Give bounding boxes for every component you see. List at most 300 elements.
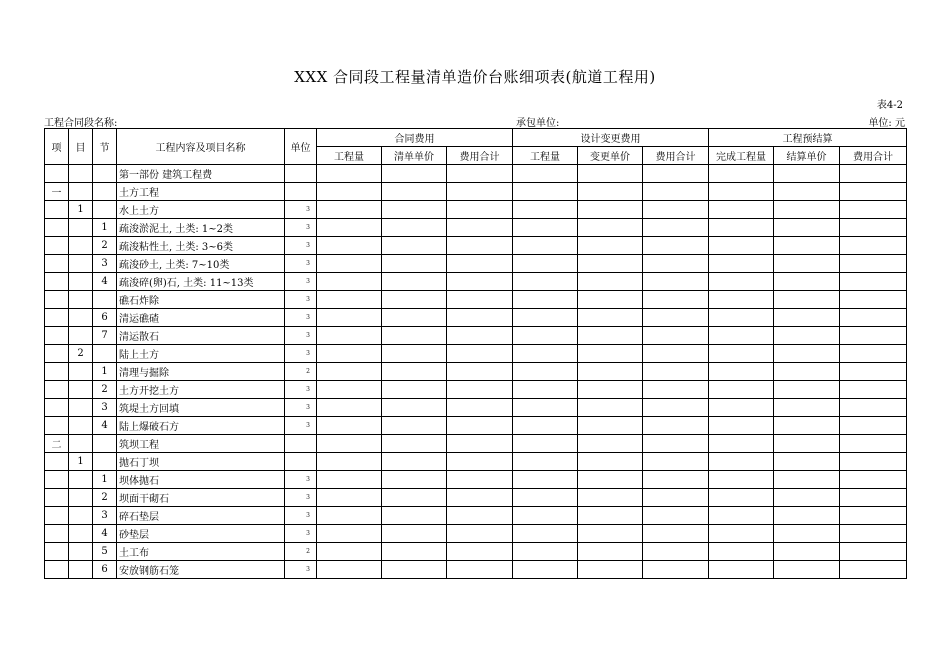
cell-unit: 3 bbox=[285, 237, 317, 255]
cell-change-qty[interactable] bbox=[513, 453, 578, 471]
table-row bbox=[45, 417, 907, 435]
cell-contract-total[interactable] bbox=[447, 165, 513, 183]
cell-item-name: 清理与掘除 bbox=[117, 363, 285, 381]
cell-contract-price[interactable] bbox=[382, 201, 447, 219]
cell-change-total[interactable] bbox=[643, 399, 709, 417]
cell-contract-total[interactable] bbox=[447, 435, 513, 453]
cell-change-total[interactable] bbox=[643, 543, 709, 561]
cell-contract-price[interactable] bbox=[382, 219, 447, 237]
cell-change-price[interactable] bbox=[578, 183, 643, 201]
cell-settle-price[interactable] bbox=[774, 291, 840, 309]
cell-item-name: 礁石炸除 bbox=[117, 291, 285, 309]
cell-contract-price[interactable] bbox=[382, 471, 447, 489]
cell-change-total[interactable] bbox=[643, 255, 709, 273]
cell-settle-total[interactable] bbox=[840, 435, 907, 453]
cell-contract-total[interactable] bbox=[447, 237, 513, 255]
cell-change-total[interactable] bbox=[643, 237, 709, 255]
cell-contract-total[interactable] bbox=[447, 417, 513, 435]
col-header-contract-price: 清单单价 bbox=[382, 147, 447, 165]
cell-settle-total[interactable] bbox=[840, 273, 907, 291]
cell-settle-qty[interactable] bbox=[709, 507, 774, 525]
cell-mu bbox=[69, 543, 93, 561]
cell-xiang bbox=[45, 471, 69, 489]
cell-change-qty[interactable] bbox=[513, 561, 578, 579]
cell-change-price[interactable] bbox=[578, 561, 643, 579]
cell-mu bbox=[69, 381, 93, 399]
cell-change-total[interactable] bbox=[643, 327, 709, 345]
cell-xiang bbox=[45, 507, 69, 525]
cell-contract-total[interactable] bbox=[447, 453, 513, 471]
cell-mu bbox=[69, 489, 93, 507]
cell-settle-total[interactable] bbox=[840, 219, 907, 237]
cell-change-qty[interactable] bbox=[513, 255, 578, 273]
cell-settle-price[interactable] bbox=[774, 471, 840, 489]
cell-contract-price[interactable] bbox=[382, 237, 447, 255]
cell-item-name: 坝面干砌石 bbox=[117, 489, 285, 507]
cell-mu bbox=[69, 219, 93, 237]
cell-contract-qty[interactable] bbox=[317, 399, 382, 417]
cell-unit: 3 bbox=[285, 507, 317, 525]
cell-settle-qty[interactable] bbox=[709, 543, 774, 561]
cell-contract-qty[interactable] bbox=[317, 525, 382, 543]
cell-settle-qty[interactable] bbox=[709, 525, 774, 543]
cell-contract-price[interactable] bbox=[382, 345, 447, 363]
cell-settle-total[interactable] bbox=[840, 453, 907, 471]
ledger-table bbox=[44, 128, 907, 579]
cell-unit: 3 bbox=[285, 399, 317, 417]
cell-item-name: 疏浚粘性土, 土类: 3~6类 bbox=[117, 237, 285, 255]
cell-change-price[interactable] bbox=[578, 489, 643, 507]
cell-contract-qty[interactable] bbox=[317, 435, 382, 453]
table-row bbox=[45, 273, 907, 291]
cell-change-qty[interactable] bbox=[513, 345, 578, 363]
cell-item-name: 碎石垫层 bbox=[117, 507, 285, 525]
cell-xiang bbox=[45, 201, 69, 219]
table-row bbox=[45, 309, 907, 327]
cell-jie bbox=[93, 183, 117, 201]
cell-contract-price[interactable] bbox=[382, 399, 447, 417]
table-number: 表4-2 bbox=[876, 100, 903, 111]
cell-change-qty[interactable] bbox=[513, 273, 578, 291]
cell-contract-qty[interactable] bbox=[317, 219, 382, 237]
cell-change-price[interactable] bbox=[578, 327, 643, 345]
col-header-contract-total: 费用合计 bbox=[447, 147, 513, 165]
col-header-unit: 单位 bbox=[285, 129, 317, 165]
col-header-xiang: 项 bbox=[45, 129, 69, 165]
cell-item-name: 疏浚碎(卵)石, 土类: 11~13类 bbox=[117, 273, 285, 291]
cell-change-price[interactable] bbox=[578, 273, 643, 291]
cell-contract-total[interactable] bbox=[447, 381, 513, 399]
cell-settle-qty[interactable] bbox=[709, 309, 774, 327]
cell-settle-qty[interactable] bbox=[709, 291, 774, 309]
cell-settle-total[interactable] bbox=[840, 543, 907, 561]
cell-xiang bbox=[45, 273, 69, 291]
cell-settle-price[interactable] bbox=[774, 201, 840, 219]
cell-change-price[interactable] bbox=[578, 363, 643, 381]
cell-change-price[interactable] bbox=[578, 345, 643, 363]
cell-item-name: 坝体抛石 bbox=[117, 471, 285, 489]
cell-contract-qty[interactable] bbox=[317, 381, 382, 399]
table-row bbox=[45, 543, 907, 561]
cell-contract-total[interactable] bbox=[447, 525, 513, 543]
cell-settle-price[interactable] bbox=[774, 507, 840, 525]
col-header-jie: 节 bbox=[93, 129, 117, 165]
cell-item-name: 水上土方 bbox=[117, 201, 285, 219]
cell-change-total[interactable] bbox=[643, 183, 709, 201]
cell-settle-total[interactable] bbox=[840, 183, 907, 201]
cell-settle-price[interactable] bbox=[774, 561, 840, 579]
cell-change-price[interactable] bbox=[578, 237, 643, 255]
cell-mu bbox=[69, 309, 93, 327]
cell-change-total[interactable] bbox=[643, 201, 709, 219]
cell-change-total[interactable] bbox=[643, 363, 709, 381]
cell-mu bbox=[69, 183, 93, 201]
cell-settle-price[interactable] bbox=[774, 345, 840, 363]
cell-contract-total[interactable] bbox=[447, 219, 513, 237]
cell-contract-qty[interactable] bbox=[317, 309, 382, 327]
cell-change-price[interactable] bbox=[578, 543, 643, 561]
group-header-change: 设计变更费用 bbox=[513, 129, 709, 147]
cell-settle-qty[interactable] bbox=[709, 219, 774, 237]
table-row bbox=[45, 525, 907, 543]
cell-settle-price[interactable] bbox=[774, 543, 840, 561]
cell-item-name: 疏浚砂土, 土类: 7~10类 bbox=[117, 255, 285, 273]
table-row bbox=[45, 237, 907, 255]
col-header-change-total: 费用合计 bbox=[643, 147, 709, 165]
cell-contract-qty[interactable] bbox=[317, 201, 382, 219]
cell-settle-qty[interactable] bbox=[709, 561, 774, 579]
cell-settle-price[interactable] bbox=[774, 489, 840, 507]
cell-settle-total[interactable] bbox=[840, 291, 907, 309]
cell-unit bbox=[285, 183, 317, 201]
cell-settle-qty[interactable] bbox=[709, 237, 774, 255]
cell-contract-qty[interactable] bbox=[317, 327, 382, 345]
cell-xiang bbox=[45, 291, 69, 309]
cell-unit: 3 bbox=[285, 525, 317, 543]
cell-settle-price[interactable] bbox=[774, 273, 840, 291]
cell-change-price[interactable] bbox=[578, 219, 643, 237]
cell-settle-qty[interactable] bbox=[709, 363, 774, 381]
cell-settle-qty[interactable] bbox=[709, 435, 774, 453]
cell-contract-price[interactable] bbox=[382, 417, 447, 435]
cell-contract-total[interactable] bbox=[447, 273, 513, 291]
cell-contract-price[interactable] bbox=[382, 327, 447, 345]
cell-change-qty[interactable] bbox=[513, 381, 578, 399]
cell-change-qty[interactable] bbox=[513, 471, 578, 489]
cell-mu bbox=[69, 237, 93, 255]
cell-change-price[interactable] bbox=[578, 165, 643, 183]
cell-xiang bbox=[45, 345, 69, 363]
cell-change-qty[interactable] bbox=[513, 507, 578, 525]
cell-xiang bbox=[45, 363, 69, 381]
cell-settle-price[interactable] bbox=[774, 237, 840, 255]
cell-settle-price[interactable] bbox=[774, 435, 840, 453]
cell-contract-price[interactable] bbox=[382, 255, 447, 273]
cell-contract-qty[interactable] bbox=[317, 165, 382, 183]
cell-unit bbox=[285, 165, 317, 183]
table-row bbox=[45, 363, 907, 381]
cell-change-price[interactable] bbox=[578, 201, 643, 219]
cell-contract-price[interactable] bbox=[382, 453, 447, 471]
cell-change-price[interactable] bbox=[578, 453, 643, 471]
cell-change-qty[interactable] bbox=[513, 327, 578, 345]
cell-contract-qty[interactable] bbox=[317, 291, 382, 309]
cell-change-price[interactable] bbox=[578, 417, 643, 435]
cell-contract-total[interactable] bbox=[447, 561, 513, 579]
cell-contract-qty[interactable] bbox=[317, 363, 382, 381]
cell-change-price[interactable] bbox=[578, 381, 643, 399]
cell-contract-total[interactable] bbox=[447, 255, 513, 273]
cell-jie bbox=[93, 291, 117, 309]
cell-change-total[interactable] bbox=[643, 219, 709, 237]
cell-settle-total[interactable] bbox=[840, 309, 907, 327]
cell-settle-total[interactable] bbox=[840, 345, 907, 363]
cell-settle-total[interactable] bbox=[840, 381, 907, 399]
cell-unit: 3 bbox=[285, 561, 317, 579]
cell-item-name: 土方工程 bbox=[117, 183, 285, 201]
cell-change-price[interactable] bbox=[578, 255, 643, 273]
cell-change-qty[interactable] bbox=[513, 237, 578, 255]
cell-change-total[interactable] bbox=[643, 453, 709, 471]
cell-settle-price[interactable] bbox=[774, 525, 840, 543]
cell-contract-total[interactable] bbox=[447, 291, 513, 309]
cell-contract-price[interactable] bbox=[382, 543, 447, 561]
cell-item-name: 砂垫层 bbox=[117, 525, 285, 543]
cell-contract-qty[interactable] bbox=[317, 543, 382, 561]
cell-change-total[interactable] bbox=[643, 165, 709, 183]
cell-change-total[interactable] bbox=[643, 561, 709, 579]
cell-settle-total[interactable] bbox=[840, 201, 907, 219]
cell-settle-total[interactable] bbox=[840, 363, 907, 381]
table-row bbox=[45, 165, 907, 183]
cell-settle-total[interactable] bbox=[840, 489, 907, 507]
cell-jie: 2 bbox=[93, 381, 117, 399]
cell-contract-price[interactable] bbox=[382, 525, 447, 543]
cell-settle-qty[interactable] bbox=[709, 381, 774, 399]
cell-contract-total[interactable] bbox=[447, 327, 513, 345]
cell-mu: 1 bbox=[69, 453, 93, 471]
cell-xiang bbox=[45, 453, 69, 471]
cell-change-total[interactable] bbox=[643, 471, 709, 489]
cell-settle-total[interactable] bbox=[840, 507, 907, 525]
cell-contract-price[interactable] bbox=[382, 381, 447, 399]
cell-settle-price[interactable] bbox=[774, 399, 840, 417]
cell-settle-total[interactable] bbox=[840, 399, 907, 417]
cell-settle-qty[interactable] bbox=[709, 345, 774, 363]
cell-settle-total[interactable] bbox=[840, 237, 907, 255]
cell-change-qty[interactable] bbox=[513, 183, 578, 201]
table-row bbox=[45, 381, 907, 399]
col-header-contract-qty: 工程量 bbox=[317, 147, 382, 165]
cell-xiang bbox=[45, 417, 69, 435]
cell-settle-price[interactable] bbox=[774, 309, 840, 327]
cell-contract-price[interactable] bbox=[382, 183, 447, 201]
cell-unit: 3 bbox=[285, 219, 317, 237]
cell-change-price[interactable] bbox=[578, 507, 643, 525]
table-row bbox=[45, 201, 907, 219]
cell-jie: 7 bbox=[93, 327, 117, 345]
cell-settle-total[interactable] bbox=[840, 561, 907, 579]
cell-xiang bbox=[45, 219, 69, 237]
contract-name-label: 工程合同段名称: bbox=[44, 118, 118, 129]
cell-contract-qty[interactable] bbox=[317, 255, 382, 273]
cell-settle-qty[interactable] bbox=[709, 399, 774, 417]
cell-change-qty[interactable] bbox=[513, 363, 578, 381]
cell-mu bbox=[69, 363, 93, 381]
cell-contract-total[interactable] bbox=[447, 489, 513, 507]
cell-settle-qty[interactable] bbox=[709, 201, 774, 219]
cell-change-qty[interactable] bbox=[513, 543, 578, 561]
cell-settle-qty[interactable] bbox=[709, 417, 774, 435]
cell-settle-qty[interactable] bbox=[709, 255, 774, 273]
table-row bbox=[45, 183, 907, 201]
cell-contract-qty[interactable] bbox=[317, 489, 382, 507]
cell-contract-qty[interactable] bbox=[317, 345, 382, 363]
cell-change-qty[interactable] bbox=[513, 165, 578, 183]
cell-settle-price[interactable] bbox=[774, 363, 840, 381]
cell-settle-qty[interactable] bbox=[709, 489, 774, 507]
col-header-settle-total: 费用合计 bbox=[840, 147, 907, 165]
group-header-settlement: 工程预结算 bbox=[709, 129, 907, 147]
cell-settle-price[interactable] bbox=[774, 183, 840, 201]
cell-item-name: 安放钢筋石笼 bbox=[117, 561, 285, 579]
cell-change-qty[interactable] bbox=[513, 291, 578, 309]
cell-item-name: 陆上土方 bbox=[117, 345, 285, 363]
cell-contract-qty[interactable] bbox=[317, 237, 382, 255]
cell-settle-total[interactable] bbox=[840, 255, 907, 273]
cell-settle-price[interactable] bbox=[774, 381, 840, 399]
cell-change-total[interactable] bbox=[643, 417, 709, 435]
cell-settle-qty[interactable] bbox=[709, 453, 774, 471]
cell-settle-qty[interactable] bbox=[709, 327, 774, 345]
cell-change-price[interactable] bbox=[578, 525, 643, 543]
cell-contract-price[interactable] bbox=[382, 291, 447, 309]
cell-xiang bbox=[45, 327, 69, 345]
cell-item-name: 清运散石 bbox=[117, 327, 285, 345]
cell-change-total[interactable] bbox=[643, 309, 709, 327]
contractor-label: 承包单位: bbox=[516, 118, 560, 129]
cell-change-price[interactable] bbox=[578, 435, 643, 453]
cell-change-total[interactable] bbox=[643, 507, 709, 525]
cell-settle-price[interactable] bbox=[774, 453, 840, 471]
cell-settle-price[interactable] bbox=[774, 255, 840, 273]
cell-contract-price[interactable] bbox=[382, 435, 447, 453]
cell-contract-price[interactable] bbox=[382, 165, 447, 183]
cell-jie: 3 bbox=[93, 507, 117, 525]
cell-change-total[interactable] bbox=[643, 489, 709, 507]
cell-contract-qty[interactable] bbox=[317, 471, 382, 489]
cell-change-price[interactable] bbox=[578, 399, 643, 417]
cell-contract-total[interactable] bbox=[447, 399, 513, 417]
table-row bbox=[45, 471, 907, 489]
cell-change-price[interactable] bbox=[578, 309, 643, 327]
cell-unit: 3 bbox=[285, 309, 317, 327]
cell-contract-total[interactable] bbox=[447, 507, 513, 525]
cell-xiang bbox=[45, 165, 69, 183]
cell-jie: 2 bbox=[93, 237, 117, 255]
cell-change-total[interactable] bbox=[643, 291, 709, 309]
cell-item-name: 筑堤土方回填 bbox=[117, 399, 285, 417]
cell-contract-total[interactable] bbox=[447, 543, 513, 561]
cell-contract-price[interactable] bbox=[382, 309, 447, 327]
cell-settle-price[interactable] bbox=[774, 327, 840, 345]
cell-contract-total[interactable] bbox=[447, 309, 513, 327]
cell-xiang bbox=[45, 399, 69, 417]
table-row bbox=[45, 453, 907, 471]
cell-settle-qty[interactable] bbox=[709, 273, 774, 291]
cell-contract-total[interactable] bbox=[447, 345, 513, 363]
cell-change-qty[interactable] bbox=[513, 201, 578, 219]
cell-change-total[interactable] bbox=[643, 345, 709, 363]
cell-contract-price[interactable] bbox=[382, 363, 447, 381]
cell-contract-qty[interactable] bbox=[317, 183, 382, 201]
cell-settle-total[interactable] bbox=[840, 327, 907, 345]
cell-mu bbox=[69, 417, 93, 435]
cell-change-qty[interactable] bbox=[513, 417, 578, 435]
cell-contract-price[interactable] bbox=[382, 273, 447, 291]
table-row bbox=[45, 507, 907, 525]
cell-mu: 1 bbox=[69, 201, 93, 219]
cell-change-qty[interactable] bbox=[513, 489, 578, 507]
page-title: XXX 合同段工程量清单造价台账细项表(航道工程用) bbox=[294, 68, 656, 86]
cell-change-price[interactable] bbox=[578, 471, 643, 489]
cell-change-qty[interactable] bbox=[513, 435, 578, 453]
cell-contract-total[interactable] bbox=[447, 471, 513, 489]
cell-change-price[interactable] bbox=[578, 291, 643, 309]
cell-xiang: 二 bbox=[45, 435, 69, 453]
table-row bbox=[45, 255, 907, 273]
cell-contract-price[interactable] bbox=[382, 561, 447, 579]
cell-contract-total[interactable] bbox=[447, 183, 513, 201]
table-body bbox=[45, 165, 907, 579]
cell-settle-total[interactable] bbox=[840, 471, 907, 489]
cell-contract-qty[interactable] bbox=[317, 507, 382, 525]
cell-contract-qty[interactable] bbox=[317, 453, 382, 471]
cell-change-total[interactable] bbox=[643, 381, 709, 399]
cell-change-qty[interactable] bbox=[513, 309, 578, 327]
cell-settle-total[interactable] bbox=[840, 165, 907, 183]
cell-settle-total[interactable] bbox=[840, 525, 907, 543]
cell-contract-total[interactable] bbox=[447, 363, 513, 381]
cell-contract-qty[interactable] bbox=[317, 417, 382, 435]
cell-change-total[interactable] bbox=[643, 273, 709, 291]
cell-settle-qty[interactable] bbox=[709, 471, 774, 489]
cell-contract-price[interactable] bbox=[382, 489, 447, 507]
cell-settle-qty[interactable] bbox=[709, 165, 774, 183]
cell-settle-price[interactable] bbox=[774, 417, 840, 435]
cell-jie: 4 bbox=[93, 525, 117, 543]
cell-jie bbox=[93, 201, 117, 219]
cell-change-qty[interactable] bbox=[513, 399, 578, 417]
cell-contract-qty[interactable] bbox=[317, 273, 382, 291]
cell-settle-total[interactable] bbox=[840, 417, 907, 435]
cell-settle-price[interactable] bbox=[774, 219, 840, 237]
cell-mu bbox=[69, 561, 93, 579]
cell-settle-price[interactable] bbox=[774, 165, 840, 183]
cell-change-qty[interactable] bbox=[513, 219, 578, 237]
cell-jie bbox=[93, 345, 117, 363]
cell-jie: 3 bbox=[93, 255, 117, 273]
cell-contract-price[interactable] bbox=[382, 507, 447, 525]
cell-change-total[interactable] bbox=[643, 525, 709, 543]
cell-unit: 2 bbox=[285, 363, 317, 381]
cell-change-qty[interactable] bbox=[513, 525, 578, 543]
cell-jie: 2 bbox=[93, 489, 117, 507]
cell-contract-qty[interactable] bbox=[317, 561, 382, 579]
cell-change-total[interactable] bbox=[643, 435, 709, 453]
cell-contract-total[interactable] bbox=[447, 201, 513, 219]
cell-settle-qty[interactable] bbox=[709, 183, 774, 201]
